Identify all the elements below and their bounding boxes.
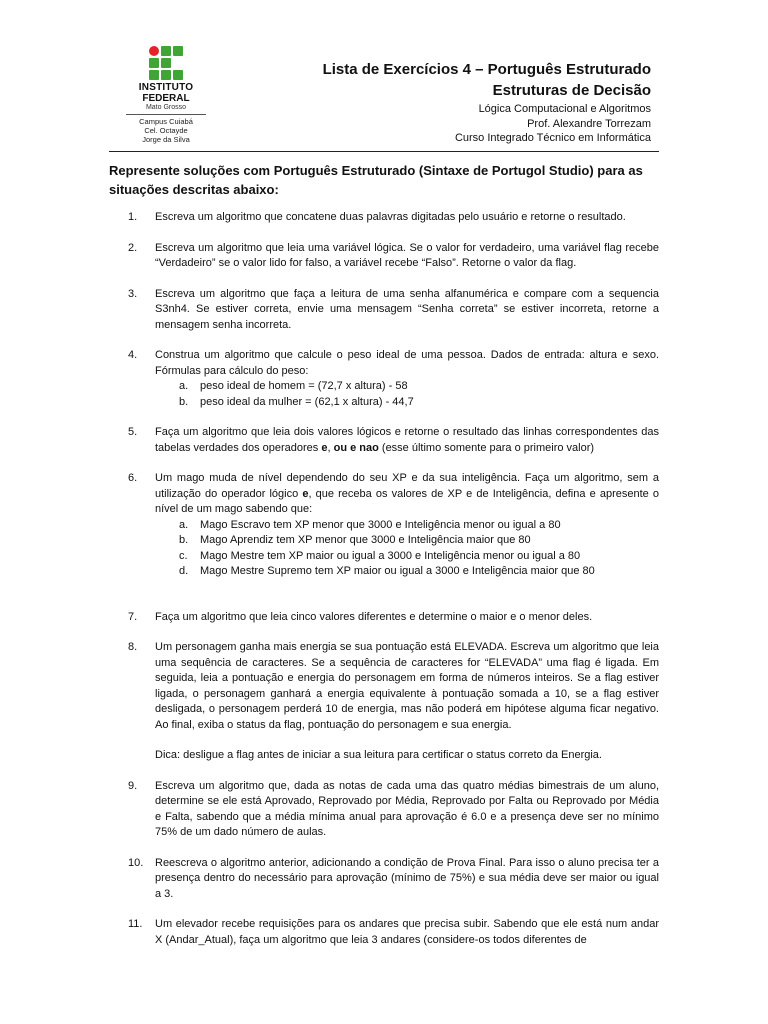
exercise-number: 6. [128, 472, 138, 484]
header-divider [109, 151, 659, 152]
exercise-text: Escreva um algoritmo que faça a leitura de uma senha alfanumérica e compare com a sequencia S3nh4. Se estiver correta, envie uma mensagem “Senha correta” se estiver incorreta, retorne a mensagem senha incorreta. [155, 287, 659, 331]
exercise-8 [109, 640, 659, 764]
exercise-text: Construa um algoritmo que calcule o peso ideal de uma pessoa. Dados de entrada: altura e sexo. Fórmulas para cálculo do peso: [155, 349, 659, 377]
separator: , [327, 441, 334, 454]
sub-item-letter: a. [179, 380, 189, 392]
exercise-text: Um elevador recebe requisições para os andares que precisa subir. Sabendo que ele está num andar X (Andar_Atual), faça um algoritmo que leia 3 andares (considere-os todos diferentes de [155, 918, 659, 946]
document-title: Lista de Exercícios 4 – Português Estruturado [322, 61, 651, 78]
exercise-2 [109, 241, 659, 272]
sub-item [155, 533, 659, 549]
logo-mark-icon [149, 46, 183, 80]
exercise-text: Escreva um algoritmo que leia uma variável lógica. Se o valor for verdadeiro, uma variável flag recebe “Verdadeiro” se o valor lido for falso, a variável recebe “Falso”. Retorne o valor da flag. [155, 241, 659, 269]
sub-item-letter: b. [179, 534, 189, 546]
exercise-3 [109, 287, 659, 334]
instructions: Represente soluções com Português Estruturado (Sintaxe de Portugol Studio) para as situações descritas abaixo: [109, 163, 643, 197]
operator-ou: ou [333, 441, 348, 454]
exercise-number: 4. [128, 349, 138, 361]
sub-item-letter: a. [179, 518, 189, 531]
exercise-number: 9. [128, 779, 138, 792]
document-subtitle: Estruturas de Decisão [492, 82, 651, 99]
exercise-text: Escreva um algoritmo que concatene duas palavras digitadas pelo usuário e retorne o resultado. [155, 211, 626, 223]
operator-e: e [321, 441, 328, 454]
sub-item [155, 379, 659, 395]
logo-name-line2: FEDERAL [142, 93, 190, 104]
sub-item [155, 549, 659, 565]
exercise-text [155, 471, 659, 518]
institution-logo [120, 46, 212, 144]
exercise-sublist [155, 518, 659, 580]
operator-nao: nao [359, 441, 379, 454]
professor-name: Prof. Alexandre Torrezam [527, 117, 651, 130]
exercise-11 [109, 917, 659, 948]
sub-item-text: peso ideal da mulher = (62,1 x altura) - 44,7 [200, 395, 414, 408]
exercise-text: Faça um algoritmo que leia cinco valores diferentes e determine o maior e o menor deles. [155, 610, 593, 623]
logo-campus-line1: Campus Cuiabá [139, 117, 193, 126]
program-name: Curso Integrado Técnico em Informática [454, 132, 651, 144]
separator: e [347, 441, 360, 454]
exercise-number: 5. [128, 426, 138, 438]
exercise-5 [109, 425, 659, 456]
exercise-text: Escreva um algoritmo que, dada as notas de cada uma das quatro médias bimestrais de um aluno, determine se ele está Aprovado, Reprovado por Média, Reprovado por Falta ou Reprovado por Média e Falta, sabendo que a média mínima anual para aprovação é 6.0 e a presença deve ser no mínimo 75% de um dado número de aulas. [155, 779, 659, 838]
logo-name-line1: INSTITUTO [138, 82, 194, 93]
sub-item-text: Mago Mestre Supremo tem XP maior ou igual a 3000 e Inteligência maior que 80 [200, 565, 595, 577]
sub-item-letter: d. [179, 565, 189, 577]
exercise-number: 10. [128, 856, 144, 869]
exercise-4 [109, 348, 659, 410]
sub-item-letter: c. [179, 549, 188, 562]
exercise-text-part: , que receba os valores de XP e de Inteligência, defina e apresente o nível de um mago sabendo que: [155, 487, 659, 515]
exercise-9 [109, 779, 659, 841]
exercise-1 [109, 210, 659, 226]
logo-divider [126, 114, 206, 115]
exercise-6 [109, 471, 659, 580]
exercise-tip: Dica: desligue a flag antes de iniciar a sua leitura para certificar o status correto da Energia. [155, 749, 602, 761]
logo-campus-line3: Jorge da Silva [142, 135, 190, 144]
logo-campus-line2: Cel. Octayde [144, 126, 188, 135]
sub-item-text: Mago Escravo tem XP menor que 3000 e Inteligência menor ou igual a 80 [200, 518, 561, 531]
sub-item-text: Mago Mestre tem XP maior ou igual a 3000 e Inteligência menor ou igual a 80 [200, 549, 581, 562]
sub-item [155, 395, 659, 411]
exercise-10 [109, 856, 659, 903]
exercise-number: 1. [128, 211, 138, 223]
exercise-list [109, 210, 659, 948]
exercise-number: 7. [128, 610, 138, 623]
exercise-text: Um personagem ganha mais energia se sua pontuação está ELEVADA. Escreva um algoritmo que leia uma sequência de caracteres. Se a sequência de caracteres for “ELEVADA” uma flag é ligada. Em seguida, leia a pontuação e energia do personagem em forma de números inteiros. Se a flag estiver ligada, o personagem ganhará a energia equivalente à pontuação somada a 10, se a flag estiver desligada, o personagem perderá 10 de energia, mas não poderá em hipótese alguma ficar negativo. Ao final, exiba o status da flag, pontuação do personagem e sua energia. [155, 641, 659, 731]
document-header [323, 60, 651, 146]
operator-e: e [302, 487, 309, 500]
course-name: Lógica Computacional e Algoritmos [478, 103, 651, 115]
sub-item-text: Mago Aprendiz tem XP menor que 3000 e Inteligência maior que 80 [200, 534, 531, 546]
exercise-text-part: Faça um algoritmo que leia dois valores lógicos e retorne o resultado das linhas correspondentes das tabelas verdades dos operadores [155, 426, 659, 454]
exercise-text-part: (esse último somente para o primeiro valor) [378, 441, 595, 454]
exercise-7 [109, 610, 659, 626]
logo-state: Mato Grosso [145, 104, 187, 111]
exercise-text: Reescreva o algoritmo anterior, adicionando a condição de Prova Final. Para isso o aluno precisa ter a presença dentro do necessário para aprovação (mínimo de 75%) e sua média deve ser maior ou igual a 3. [155, 856, 659, 900]
exercise-sublist [155, 379, 659, 410]
exercise-number: 11. [128, 918, 143, 930]
exercise-number: 3. [128, 287, 138, 300]
sub-item [155, 564, 659, 580]
sub-item-text: peso ideal de homem = (72,7 x altura) - 58 [200, 380, 408, 392]
exercise-number: 8. [128, 641, 138, 653]
exercise-text-part: Um mago muda de nível dependendo do seu XP e da sua inteligência. Faça um algoritmo, sem a utilização do operador lógico [155, 472, 659, 500]
sub-item [155, 518, 659, 534]
exercise-text [155, 425, 659, 456]
exercise-number: 2. [128, 241, 138, 254]
sub-item-letter: b. [179, 395, 189, 408]
